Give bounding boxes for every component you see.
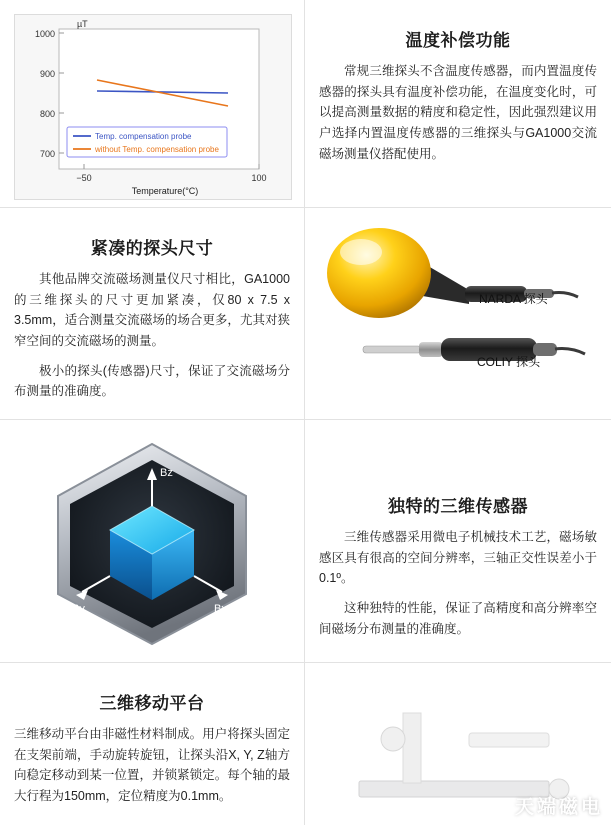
- axis-label-by: By: [72, 603, 85, 615]
- section-compact-probe: [0, 208, 305, 420]
- chart-legend: [67, 127, 227, 157]
- section-3d-sensor: [305, 420, 611, 663]
- axis-label-bz: Bz: [160, 467, 173, 479]
- section-paragraph: 这种独特的性能，保证了高精度和高分辨率空间磁场分布测量的准确度。: [319, 600, 597, 636]
- section-paragraph: 其他品牌交流磁场测量仪尺寸相比，GA1000的三维探头的尺寸更加紧凑，仅80 x 7.5 x 3.5mm，适合测量交流磁场的场合更多，尤其对狭窄空间的交流磁场的测量。: [14, 272, 290, 348]
- section-paragraph: 三维传感器采用微电子机械技术工艺，磁场敏感区具有很高的空间分辨率，三轴正交性误差小于0.1º。: [319, 530, 597, 586]
- axis-label-bx: Bx: [214, 603, 227, 615]
- section-paragraph: 极小的探头(传感器)尺寸，保证了交流磁场分布测量的准确度。: [14, 363, 290, 399]
- xtick-100: 100: [251, 173, 267, 183]
- probe-illustration: [319, 218, 597, 409]
- sensor-cube-svg: [14, 430, 291, 653]
- section-paragraph: 三维移动平台由非磁性材料制成。用户将探头固定在支架前端，手动旋转旋钮，让探头沿X, Y, Z轴方向稳定移动到某一位置，并锁紧锁定。每个轴的最大行程为150mm，定位精度为0.1mm。: [14, 727, 290, 803]
- chart-unit-label: µT: [77, 19, 88, 29]
- probe-svg: [319, 218, 609, 413]
- chart-svg: [15, 15, 291, 199]
- section-title-3d-stage: 三维移动平台: [99, 694, 205, 713]
- section-title-temp-compensation: 温度补偿功能: [405, 31, 511, 50]
- section-3d-stage: [0, 663, 305, 825]
- sensor-cube-cell: [0, 420, 305, 663]
- ytick-800: 800: [39, 109, 55, 119]
- probe-label-narda: NARDA 探头: [479, 292, 548, 306]
- chart-x-axis-title: Temperature(°C): [131, 186, 199, 196]
- section-title-compact-probe: 紧凑的探头尺寸: [90, 239, 214, 258]
- legend-item-0: Temp. compensation probe: [95, 132, 192, 141]
- watermark: 天端磁电: [514, 797, 603, 818]
- section-paragraph: 常规三维探头不含温度传感器，而内置温度传感器的探头具有温度补偿功能，在温度变化时，可以提高测量数据的精度和稳定性，因此强烈建议用户选择内置温度传感器的三维探头与GA1000交流磁场测量仪搭配使用。: [319, 64, 597, 161]
- probe-label-coliy: COLIY 探头: [477, 355, 541, 369]
- section-title-3d-sensor: 独特的三维传感器: [388, 497, 528, 516]
- ytick-900: 900: [39, 69, 55, 79]
- temperature-compensation-chart: [14, 14, 292, 200]
- coliy-probe-graphic: [363, 338, 585, 361]
- ytick-700: 700: [39, 149, 55, 159]
- sensor-cube-illustration: [14, 430, 290, 652]
- chart-cell: [0, 0, 305, 208]
- probe-photo-cell: [305, 208, 611, 420]
- xtick-minus50: −50: [76, 173, 92, 183]
- legend-item-1: without Temp. compensation probe: [95, 145, 219, 154]
- ytick-1000: 1000: [34, 29, 55, 39]
- section-temp-compensation: [305, 0, 611, 208]
